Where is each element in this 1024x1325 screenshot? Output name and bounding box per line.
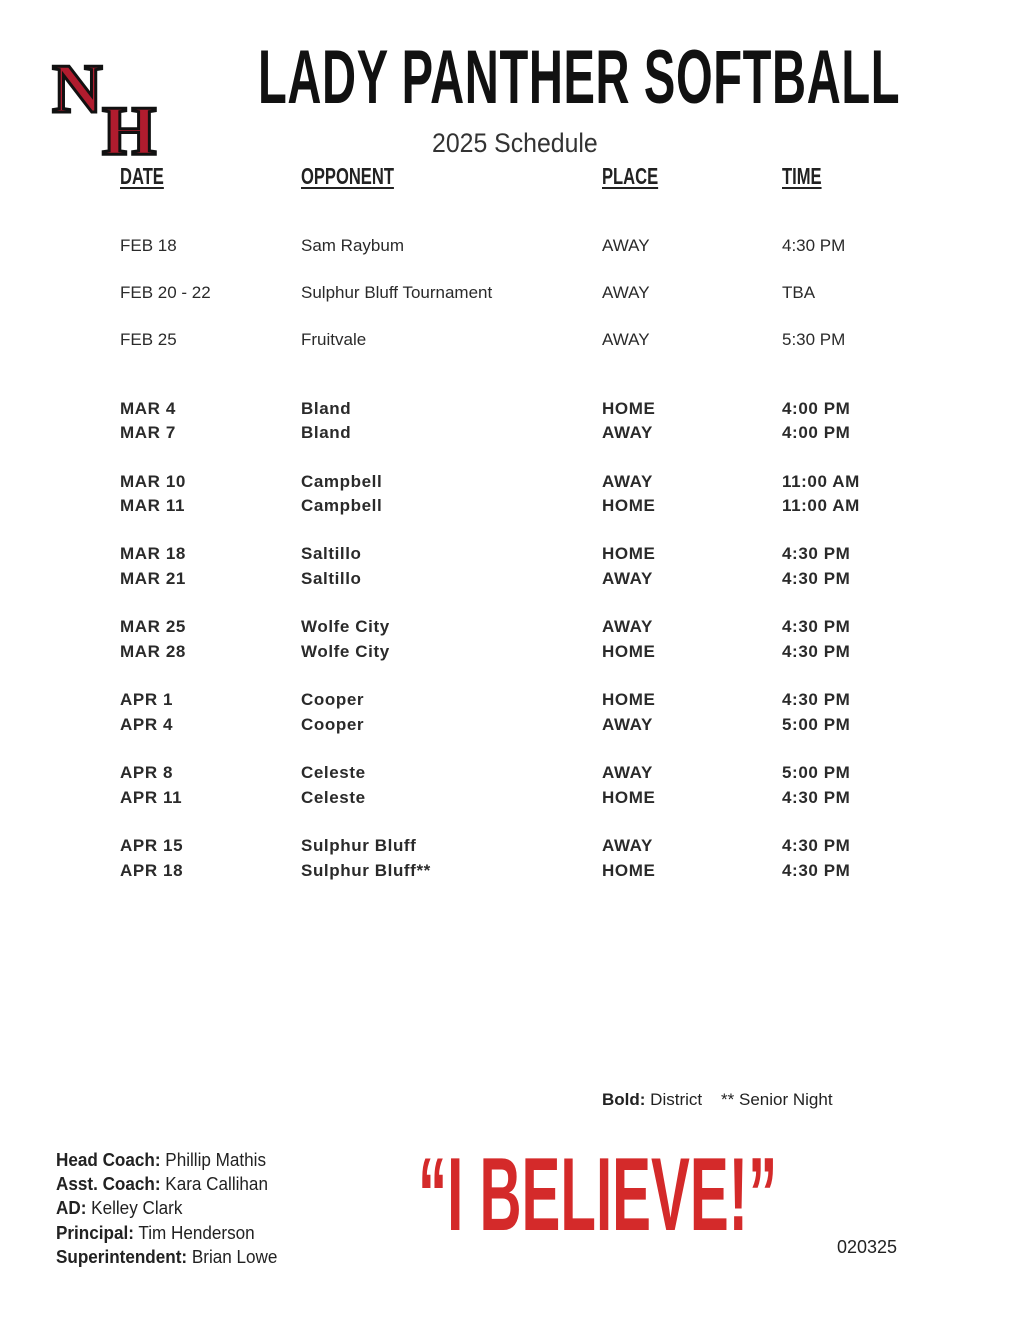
game-place: HOME (602, 496, 656, 515)
game-place: AWAY (602, 472, 653, 491)
game-opponent: Bland (301, 399, 352, 418)
game-opponent: Wolfe City (301, 617, 390, 636)
table-row (0, 330, 1024, 352)
game-time: 5:30 PM (782, 330, 846, 349)
staff-role: Head Coach: (56, 1150, 161, 1170)
game-opponent: Bland (301, 423, 352, 442)
game-date: FEB 18 (120, 236, 177, 255)
game-place: AWAY (602, 569, 653, 588)
game-place: AWAY (602, 763, 653, 782)
game-date: APR 18 (120, 861, 184, 880)
table-row (0, 544, 1024, 566)
legend-star-label: ** (721, 1090, 735, 1109)
staff-role: Asst. Coach: (56, 1174, 161, 1195)
game-place: HOME (602, 861, 656, 880)
game-place: AWAY (602, 836, 653, 855)
staff-name: Kelley Clark (91, 1198, 183, 1219)
game-time: 4:00 PM (782, 423, 851, 442)
game-date: MAR 18 (120, 544, 186, 563)
game-time: 4:30 PM (782, 642, 851, 661)
staff-item (56, 1148, 277, 1172)
game-opponent: Sulphur Bluff (301, 836, 417, 855)
game-time: 4:00 PM (782, 399, 851, 418)
staff-role: AD: (56, 1198, 87, 1219)
game-time: 4:30 PM (782, 788, 851, 807)
game-place: AWAY (602, 283, 650, 302)
table-row (0, 861, 1024, 883)
table-row (0, 715, 1024, 737)
table-row (0, 836, 1024, 858)
column-header-opponent: OPPONENT (301, 163, 394, 189)
game-date: APR 8 (120, 763, 174, 782)
game-time: 5:00 PM (782, 763, 851, 782)
game-opponent: Saltillo (301, 544, 362, 563)
game-time: 11:00 AM (782, 472, 860, 491)
table-row (0, 472, 1024, 494)
table-row (0, 788, 1024, 810)
staff-list (56, 1148, 289, 1269)
staff-item (56, 1245, 277, 1269)
table-row (0, 423, 1024, 445)
game-date: MAR 28 (120, 642, 186, 661)
logo-letter-n: N (52, 51, 103, 128)
staff-name: Kara Callihan (165, 1174, 268, 1195)
game-opponent: Saltillo (301, 569, 362, 588)
game-time: 4:30 PM (782, 617, 851, 636)
game-time: 4:30 PM (782, 861, 851, 880)
table-row (0, 496, 1024, 518)
staff-role: Superintendent: (56, 1246, 188, 1267)
staff-item (56, 1172, 277, 1196)
game-opponent: Sam Raybum (301, 236, 404, 255)
table-row (0, 690, 1024, 712)
table-row (0, 642, 1024, 664)
game-place: AWAY (602, 617, 653, 636)
game-time: 4:30 PM (782, 836, 851, 855)
game-time: 4:30 PM (782, 236, 846, 255)
game-date: APR 1 (120, 690, 174, 709)
table-row (0, 399, 1024, 421)
game-opponent: Cooper (301, 690, 365, 709)
slogan: “I BELIEVE!” (418, 1137, 778, 1253)
legend-star-meaning: Senior Night (739, 1090, 833, 1109)
column-header-time: TIME (782, 163, 822, 189)
game-date: MAR 10 (120, 472, 186, 491)
game-opponent: Campbell (301, 496, 383, 515)
game-opponent: Celeste (301, 763, 366, 782)
page-subtitle: 2025 Schedule (432, 128, 598, 158)
staff-name: Brian Lowe (191, 1246, 278, 1267)
game-date: MAR 4 (120, 399, 176, 418)
game-date: APR 15 (120, 836, 184, 855)
game-opponent: Sulphur Bluff Tournament (301, 283, 493, 302)
page-title: LADY PANTHER SOFTBALL (258, 35, 901, 120)
game-date: MAR 21 (120, 569, 186, 588)
game-time: 4:30 PM (782, 690, 851, 709)
game-date: FEB 20 - 22 (120, 283, 211, 302)
school-logo (50, 50, 180, 160)
table-row (0, 236, 1024, 258)
legend-bold-meaning: District (650, 1090, 703, 1109)
staff-role: Principal: (56, 1222, 134, 1243)
game-time: 11:00 AM (782, 496, 860, 515)
game-place: HOME (602, 690, 656, 709)
staff-item (56, 1221, 277, 1245)
legend (602, 1090, 833, 1110)
game-place: HOME (602, 642, 656, 661)
document-code: 020325 (837, 1237, 898, 1257)
game-opponent: Fruitvale (301, 330, 367, 349)
game-place: HOME (602, 544, 656, 563)
game-time: 5:00 PM (782, 715, 851, 734)
game-date: APR 11 (120, 788, 183, 807)
game-date: MAR 11 (120, 496, 186, 515)
staff-name: Tim Henderson (138, 1222, 255, 1243)
column-header-place: PLACE (602, 163, 659, 189)
logo-letter-h: H (102, 93, 157, 160)
table-row (0, 763, 1024, 785)
game-time: 4:30 PM (782, 544, 851, 563)
game-opponent: Sulphur Bluff** (301, 861, 431, 880)
game-date: APR 4 (120, 715, 174, 734)
staff-item (56, 1196, 277, 1220)
game-place: AWAY (602, 715, 653, 734)
table-row (0, 617, 1024, 639)
game-date: MAR 25 (120, 617, 186, 636)
table-row (0, 569, 1024, 591)
game-opponent: Cooper (301, 715, 365, 734)
column-header-date: DATE (120, 163, 164, 189)
table-row (0, 283, 1024, 305)
game-opponent: Campbell (301, 472, 383, 491)
game-date: FEB 25 (120, 330, 177, 349)
game-place: AWAY (602, 236, 650, 255)
game-opponent: Celeste (301, 788, 366, 807)
game-place: AWAY (602, 330, 650, 349)
game-place: HOME (602, 399, 656, 418)
game-time: TBA (782, 283, 816, 302)
game-place: AWAY (602, 423, 653, 442)
game-place: HOME (602, 788, 656, 807)
legend-bold-label: Bold: (602, 1090, 646, 1109)
game-date: MAR 7 (120, 423, 176, 442)
game-time: 4:30 PM (782, 569, 851, 588)
game-opponent: Wolfe City (301, 642, 390, 661)
staff-name: Phillip Mathis (165, 1150, 267, 1170)
